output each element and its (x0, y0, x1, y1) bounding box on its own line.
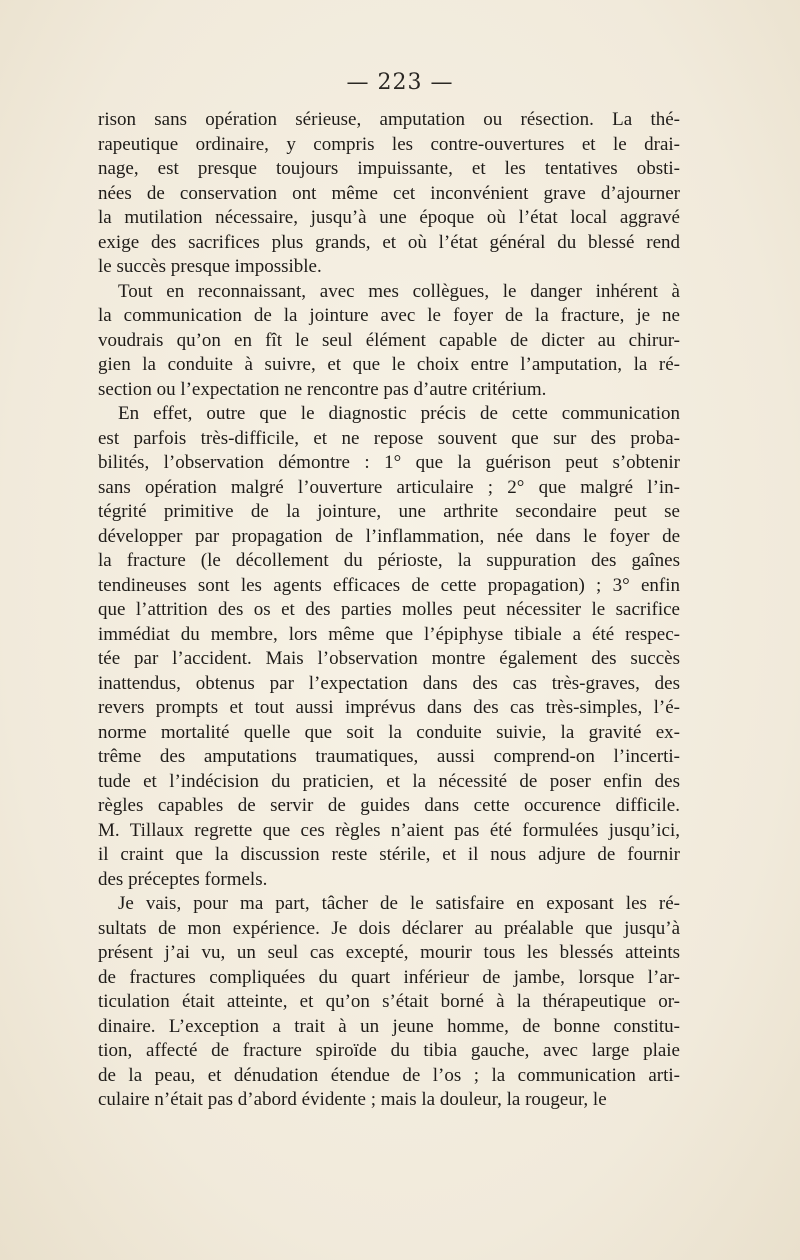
text-line: nées de conservation ont même cet inconvénient grave d’ajourner (98, 182, 680, 204)
paragraph (98, 402, 680, 892)
text-line: tude et l’indécision du praticien, et la nécessité de poser enfin des (98, 770, 680, 792)
paragraph (98, 892, 680, 1113)
text-line: rison sans opération sérieuse, amputation ou résection. La thé- (98, 109, 680, 130)
text-line: culaire n’était pas d’abord évidente ; mais la douleur, la rougeur, le (98, 1089, 607, 1110)
text-line: dinaire. L’exception a trait à un jeune homme, de bonne constitu- (98, 1015, 680, 1037)
text-line: de la peau, et dénudation étendue de l’os ; la communication arti- (98, 1064, 680, 1086)
text-line: gien la conduite à suivre, et que le choix entre l’amputation, la ré- (98, 354, 680, 375)
text-line: il craint que la discussion reste stérile, et il nous adjure de fournir (98, 844, 680, 865)
text-line: bilités, l’observation démontre : 1° que la guérison peut s’obtenir (98, 452, 680, 473)
text-line: tendineuses sont les agents efficaces de cette propagation) ; 3° enfin (98, 574, 680, 596)
text-line: sultats de mon expérience. Je dois déclarer au préalable que jusqu’à (98, 917, 680, 939)
text-line: En effet, outre que le diagnostic précis de cette communication (118, 403, 680, 424)
text-line: de fractures compliquées du quart inférieur de jambe, lorsque l’ar- (98, 966, 680, 988)
text-line: rapeutique ordinaire, y compris les contre-ouvertures et le drai- (98, 133, 680, 155)
text-line: le succès presque impossible. (98, 256, 322, 277)
text-line: règles capables de servir de guides dans cette occurence difficile. (98, 795, 680, 816)
text-line: Tout en reconnaissant, avec mes collègues, le danger inhérent à (118, 280, 680, 302)
text-line: sans opération malgré l’ouverture articulaire ; 2° que malgré l’in- (98, 476, 680, 498)
page-number: — 223 — (346, 70, 454, 95)
text-line: voudrais qu’on en fît le seul élément capable de dicter au chirur- (98, 329, 680, 351)
text-line: des préceptes formels. (98, 868, 268, 890)
text-line: Je vais, pour ma part, tâcher de le satisfaire en exposant les ré- (118, 893, 680, 914)
text-line: trême des amputations traumatiques, aussi comprend-on l’incerti- (98, 746, 680, 767)
text-line: exige des sacrifices plus grands, et où l’état général du blessé rend (98, 231, 680, 253)
text-line: présent j’ai vu, un seul cas excepté, mourir tous les blessés atteints (98, 942, 680, 963)
text-line: ticulation était atteinte, et qu’on s’était borné à la thérapeutique or- (98, 991, 680, 1012)
text-line: nage, est presque toujours impuissante, et les tentatives obsti- (98, 158, 680, 179)
text-line: M. Tillaux regrette que ces règles n’aient pas été formulées jusqu’ici, (98, 819, 680, 841)
paragraph (98, 280, 680, 403)
text-line: développer par propagation de l’inflammation, née dans le foyer de (98, 525, 680, 547)
text-line: la fracture (le décollement du périoste, la suppuration des gaînes (98, 550, 680, 571)
text-line: la communication de la jointure avec le foyer de la fracture, je ne (98, 305, 680, 326)
paragraph (98, 108, 680, 280)
text-line: la mutilation nécessaire, jusqu’à une époque où l’état local aggravé (98, 207, 680, 228)
text-line: inattendus, obtenus par l’expectation dans des cas très-graves, des (98, 672, 680, 694)
text-line: section ou l’expectation ne rencontre pas d’autre critérium. (98, 378, 547, 400)
text-line: revers prompts et tout aussi imprévus dans des cas très-simples, l’é- (98, 697, 680, 718)
text-line: tée par l’accident. Mais l’observation montre également des succès (98, 648, 680, 669)
text-line: tégrité primitive de la jointure, une arthrite secondaire peut se (98, 501, 680, 522)
text-line: immédiat du membre, lors même que l’épiphyse tibiale a été respec- (98, 623, 680, 645)
text-line: est parfois très-difficile, et ne repose souvent que sur des proba- (98, 427, 680, 449)
text-line: que l’attrition des os et des parties molles peut nécessiter le sacrifice (98, 599, 680, 620)
text-line: norme mortalité quelle que soit la conduite suivie, la gravité ex- (98, 721, 680, 743)
body-text (98, 108, 680, 1113)
text-line: tion, affecté de fracture spiroïde du tibia gauche, avec large plaie (98, 1040, 680, 1061)
